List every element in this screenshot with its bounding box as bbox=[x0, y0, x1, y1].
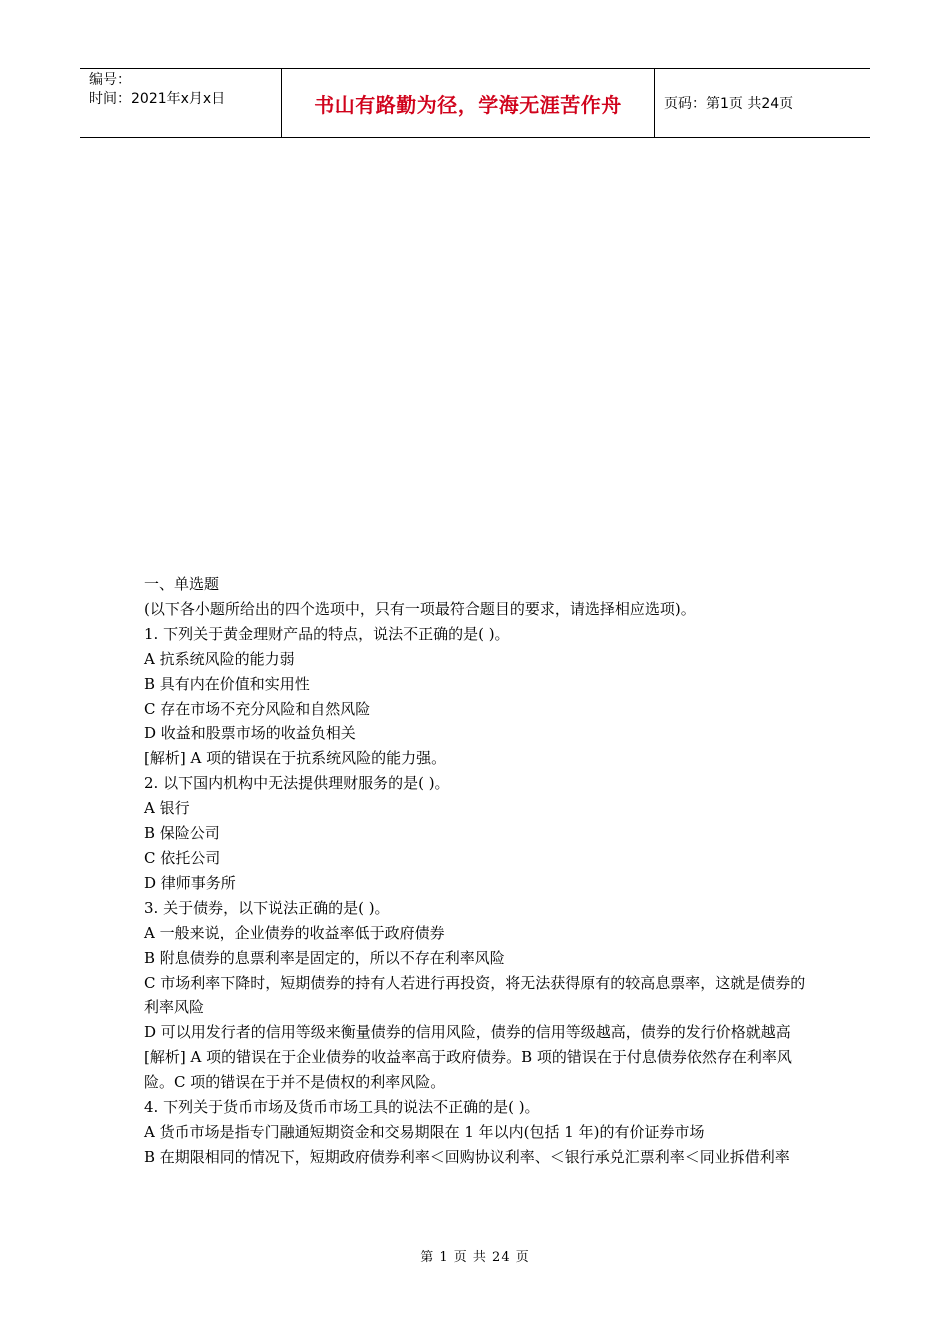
header-motto-cell bbox=[282, 69, 655, 137]
q1-option-b: B 具有内在价值和实用性 bbox=[144, 674, 310, 693]
question-3: 3. 关于债券，以下说法正确的是( )。 bbox=[144, 898, 390, 917]
q3-option-c: C 市场利率下降时，短期债券的持有人若进行再投资，将无法获得原有的较高息票率，这就是债券的利率风险 bbox=[144, 973, 806, 1017]
q3-option-a: A 一般来说，企业债券的收益率低于政府债券 bbox=[144, 923, 445, 942]
question-2: 2. 以下国内机构中无法提供理财服务的是( )。 bbox=[144, 774, 450, 793]
header-meta-cell bbox=[80, 69, 282, 137]
footer-page-number: 第 1 页 共 24 页 bbox=[420, 1250, 530, 1265]
motto-text: 书山有路勤为径，学海无涯苦作舟 bbox=[314, 92, 622, 117]
page-info: 页码：第1页 共24页 bbox=[664, 96, 794, 112]
time-label: 时间：2021年x月x日 bbox=[89, 91, 226, 107]
q4-option-a: A 货币市场是指专门融通短期资金和交易期限在 1 年以内(包括 1 年)的有价证券市场 bbox=[144, 1122, 705, 1141]
q1-option-c: C 存在市场不充分风险和自然风险 bbox=[144, 699, 371, 718]
q2-option-d: D 律师事务所 bbox=[144, 873, 236, 892]
number-label: 编号： bbox=[89, 72, 131, 88]
document-body bbox=[144, 572, 808, 1170]
q2-option-b: B 保险公司 bbox=[144, 824, 220, 843]
instructions: (以下各小题所给出的四个选项中，只有一项最符合题目的要求，请选择相应选项)。 bbox=[144, 599, 696, 618]
q4-option-b: B 在期限相同的情况下，短期政府债券利率＜回购协议利率、＜银行承兑汇票利率＜同业拆借利率 bbox=[144, 1147, 790, 1166]
question-4: 4. 下列关于货币市场及货币市场工具的说法不正确的是( )。 bbox=[144, 1098, 540, 1117]
q1-option-d: D 收益和股票市场的收益负相关 bbox=[144, 724, 356, 743]
q2-option-c: C 依托公司 bbox=[144, 848, 221, 867]
section-title: 一、单选题 bbox=[144, 575, 220, 593]
q3-analysis: [解析] A 项的错误在于企业债券的收益率高于政府债券。B 项的错误在于付息债券依然存在利率风险。C 项的错误在于并不是债权的利率风险。 bbox=[144, 1048, 792, 1092]
q3-option-b: B 附息债券的息票利率是固定的，所以不存在利率风险 bbox=[144, 948, 505, 967]
q1-analysis: [解析] A 项的错误在于抗系统风险的能力强。 bbox=[144, 749, 447, 768]
q3-option-d: D 可以用发行者的信用等级来衡量债券的信用风险，债券的信用等级越高，债券的发行价格就越高 bbox=[144, 1023, 791, 1042]
header-page-cell bbox=[655, 69, 870, 137]
question-1: 1. 下列关于黄金理财产品的特点，说法不正确的是( )。 bbox=[144, 624, 510, 643]
q2-option-a: A 银行 bbox=[144, 799, 190, 818]
header-table bbox=[80, 68, 870, 138]
page-footer bbox=[0, 1246, 950, 1265]
q1-option-a: A 抗系统风险的能力弱 bbox=[144, 649, 295, 668]
